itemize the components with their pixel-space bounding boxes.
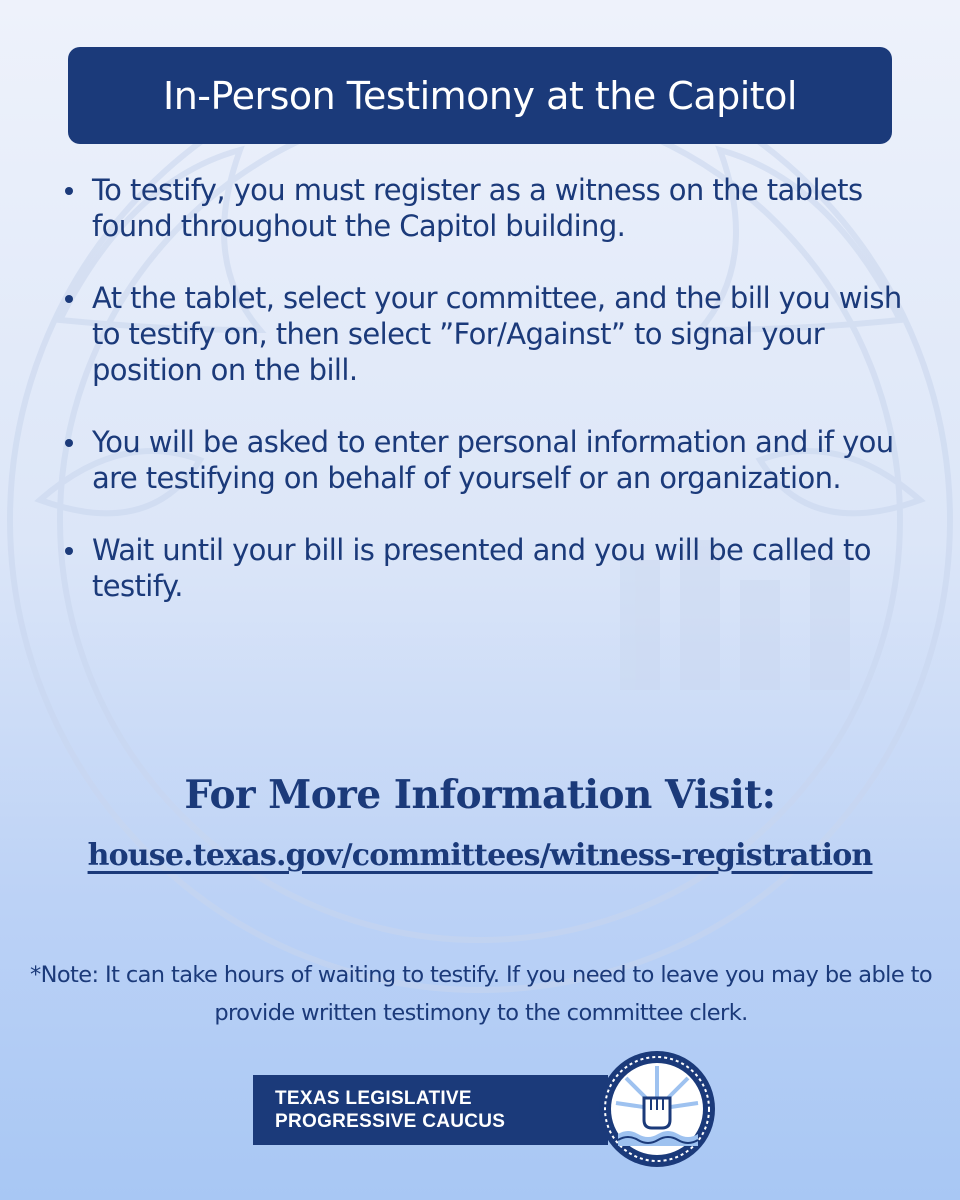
bullet-dot-icon <box>65 439 73 447</box>
logo-line-2: PROGRESSIVE CAUCUS <box>275 1111 506 1132</box>
more-info-heading: For More Information Visit: <box>184 772 776 818</box>
witness-registration-link[interactable]: house.texas.gov/committees/witness-registration <box>87 838 873 873</box>
bullet-dot-icon <box>65 187 73 195</box>
bullet-dot-icon <box>65 295 73 303</box>
list-item-text: You will be asked to enter personal information and if you are testifying on behalf of yourself or an organization. <box>92 425 894 495</box>
bullet-dot-icon <box>65 547 73 555</box>
list-item <box>62 172 932 244</box>
caucus-seal-icon <box>596 1048 718 1170</box>
page-title: In-Person Testimony at the Capitol <box>163 73 797 118</box>
title-banner <box>68 47 892 144</box>
logo-line-1: TEXAS LEGISLATIVE <box>275 1088 472 1109</box>
list-item-text: To testify, you must register as a witness on the tablets found throughout the Capitol building. <box>92 173 863 243</box>
caucus-logo-wordmark <box>253 1075 608 1145</box>
list-item-text: Wait until your bill is presented and you will be called to testify. <box>92 533 871 603</box>
list-item <box>62 424 932 496</box>
list-item <box>62 280 932 388</box>
list-item-text: At the tablet, select your committee, and the bill you wish to testify on, then select ”For/Against” to signal your position on the bill. <box>92 281 902 387</box>
note-text: *Note: It can take hours of waiting to testify. If you need to leave you may be able to provide written testimony to the committee clerk. <box>29 962 933 1026</box>
list-item <box>62 532 932 604</box>
instruction-list <box>62 172 932 640</box>
